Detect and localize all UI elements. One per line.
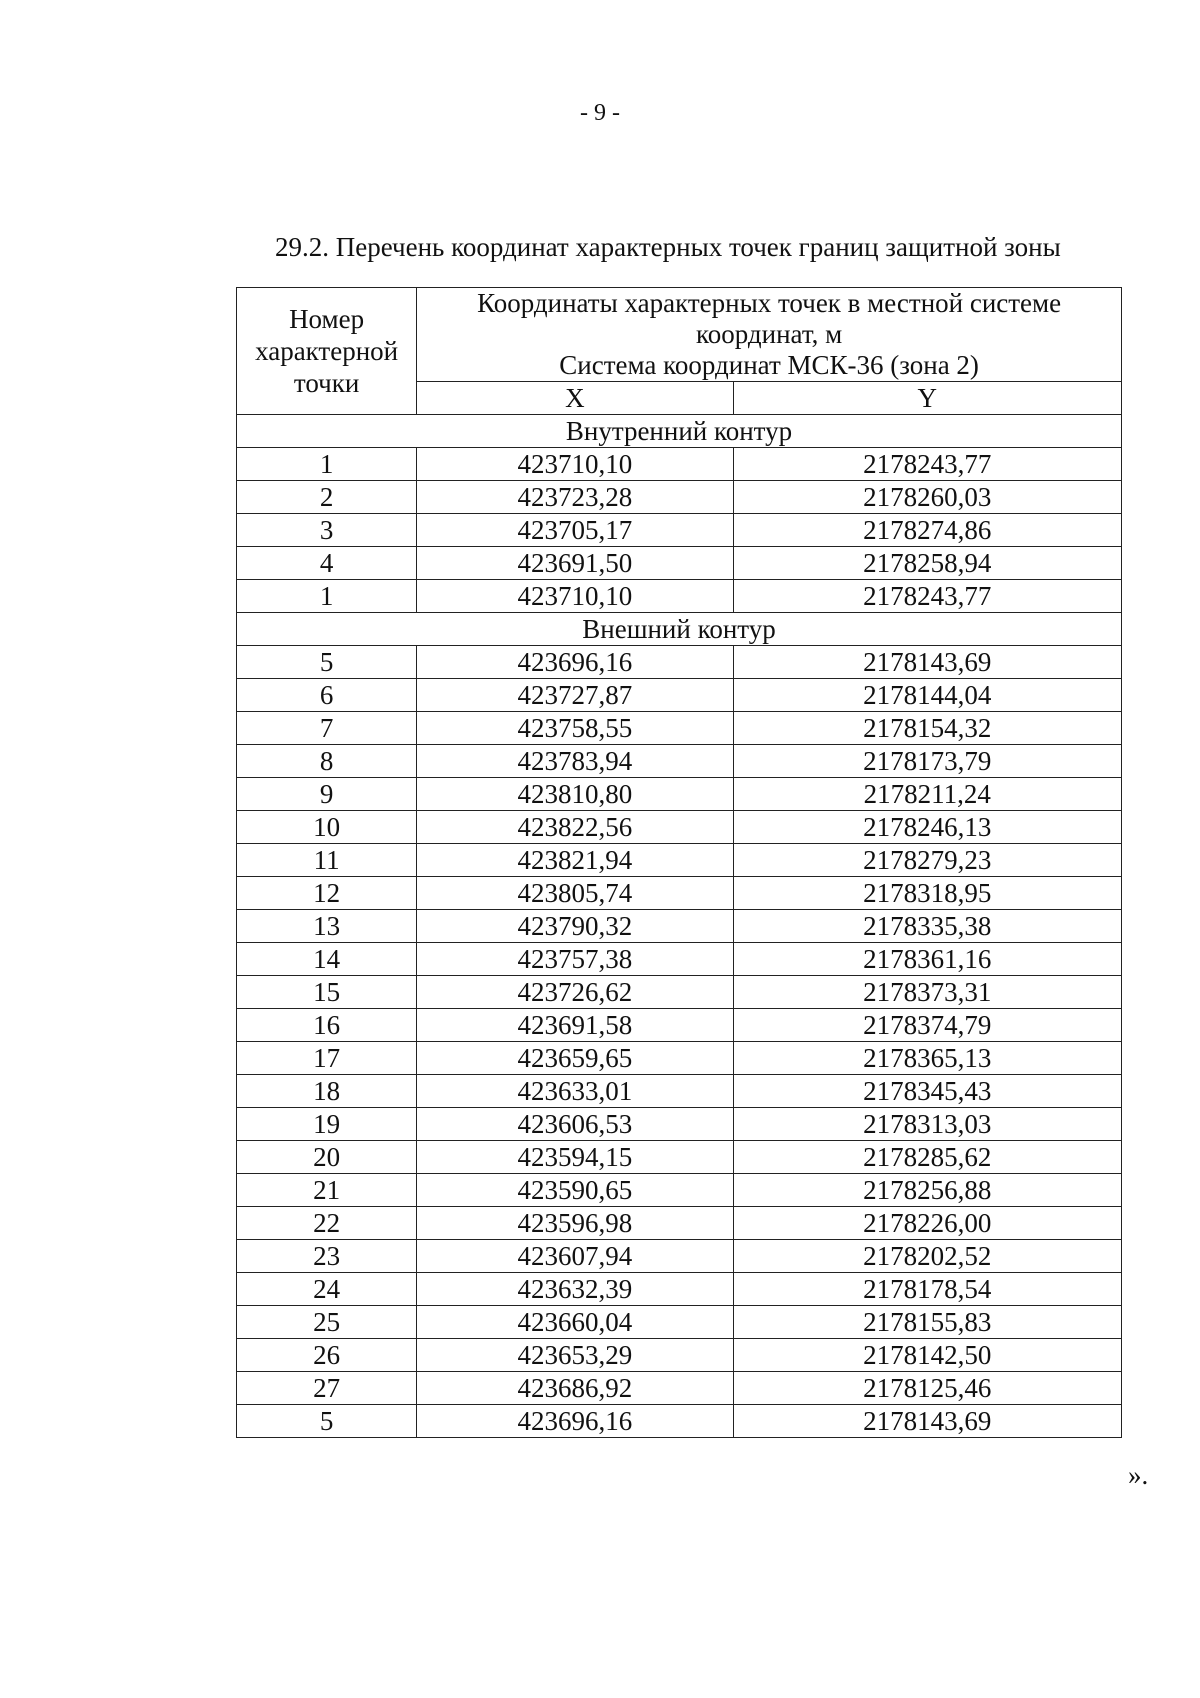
table-row [237, 712, 1122, 745]
point-number-cell: 4 [237, 547, 417, 580]
y-coordinate-cell: 2178285,62 [733, 1141, 1121, 1174]
y-coordinate-cell: 2178154,32 [733, 712, 1121, 745]
section-row [237, 613, 1122, 646]
point-number-header-line: характерной [255, 336, 399, 366]
x-coordinate-cell: 423723,28 [417, 481, 733, 514]
table-row [237, 877, 1122, 910]
point-number-cell: 14 [237, 943, 417, 976]
point-number-cell: 7 [237, 712, 417, 745]
x-coordinate-cell: 423810,80 [417, 778, 733, 811]
x-coordinate-cell: 423805,74 [417, 877, 733, 910]
table-row [237, 1240, 1122, 1273]
table-row [237, 1075, 1122, 1108]
x-coordinate-cell: 423633,01 [417, 1075, 733, 1108]
table-row [237, 1405, 1122, 1438]
y-coordinate-cell: 2178373,31 [733, 976, 1121, 1009]
table-row [237, 679, 1122, 712]
point-number-cell: 6 [237, 679, 417, 712]
table-row [237, 580, 1122, 613]
y-coordinate-cell: 2178313,03 [733, 1108, 1121, 1141]
x-coordinate-cell: 423691,58 [417, 1009, 733, 1042]
y-coordinate-cell: 2178345,43 [733, 1075, 1121, 1108]
y-coordinate-cell: 2178256,88 [733, 1174, 1121, 1207]
x-coordinate-cell: 423606,53 [417, 1108, 733, 1141]
y-coordinate-cell: 2178374,79 [733, 1009, 1121, 1042]
table-row [237, 1273, 1122, 1306]
coordinate-system-header [417, 288, 1122, 382]
x-coordinate-cell: 423821,94 [417, 844, 733, 877]
table-row [237, 1207, 1122, 1240]
point-number-cell: 25 [237, 1306, 417, 1339]
x-coordinate-cell: 423660,04 [417, 1306, 733, 1339]
y-coordinate-cell: 2178125,46 [733, 1372, 1121, 1405]
y-coordinate-cell: 2178143,69 [733, 646, 1121, 679]
y-coordinate-cell: 2178246,13 [733, 811, 1121, 844]
x-coordinate-cell: 423659,65 [417, 1042, 733, 1075]
table-row [237, 514, 1122, 547]
y-coordinate-cell: 2178211,24 [733, 778, 1121, 811]
point-number-cell: 20 [237, 1141, 417, 1174]
point-number-cell: 9 [237, 778, 417, 811]
table-row [237, 1306, 1122, 1339]
table-row [237, 1042, 1122, 1075]
y-coordinate-cell: 2178258,94 [733, 547, 1121, 580]
y-coordinate-cell: 2178173,79 [733, 745, 1121, 778]
table-row [237, 811, 1122, 844]
table-row [237, 1108, 1122, 1141]
point-number-cell: 16 [237, 1009, 417, 1042]
y-header: Y [733, 382, 1121, 415]
x-coordinate-cell: 423790,32 [417, 910, 733, 943]
point-number-cell: 5 [237, 646, 417, 679]
point-number-cell: 1 [237, 448, 417, 481]
point-number-cell: 26 [237, 1339, 417, 1372]
section-title: Внутренний контур [237, 415, 1122, 448]
point-number-cell: 27 [237, 1372, 417, 1405]
x-coordinate-cell: 423696,16 [417, 1405, 733, 1438]
x-coordinate-cell: 423710,10 [417, 448, 733, 481]
point-number-cell: 15 [237, 976, 417, 1009]
coordinate-system-header-line: Система координат МСК-36 (зона 2) [559, 350, 979, 380]
point-number-cell: 11 [237, 844, 417, 877]
y-coordinate-cell: 2178143,69 [733, 1405, 1121, 1438]
table-row [237, 1339, 1122, 1372]
point-number-cell: 19 [237, 1108, 417, 1141]
x-coordinate-cell: 423757,38 [417, 943, 733, 976]
table-row [237, 1009, 1122, 1042]
table-row [237, 910, 1122, 943]
y-coordinate-cell: 2178243,77 [733, 580, 1121, 613]
y-coordinate-cell: 2178335,38 [733, 910, 1121, 943]
point-number-cell: 21 [237, 1174, 417, 1207]
table-row [237, 844, 1122, 877]
section-heading: 29.2. Перечень координат характерных точек границ защитной зоны [275, 232, 1061, 262]
coordinate-system-header-line: Координаты характерных точек в местной системе [477, 288, 1062, 318]
point-number-cell: 5 [237, 1405, 417, 1438]
point-number-cell: 10 [237, 811, 417, 844]
x-coordinate-cell: 423710,10 [417, 580, 733, 613]
x-coordinate-cell: 423607,94 [417, 1240, 733, 1273]
y-coordinate-cell: 2178155,83 [733, 1306, 1121, 1339]
point-number-cell: 2 [237, 481, 417, 514]
x-coordinate-cell: 423783,94 [417, 745, 733, 778]
point-number-header-line: Номер [289, 304, 365, 334]
point-number-cell: 8 [237, 745, 417, 778]
point-number-header-line: точки [293, 368, 360, 398]
x-coordinate-cell: 423686,92 [417, 1372, 733, 1405]
table-row [237, 745, 1122, 778]
table-row [237, 481, 1122, 514]
x-coordinate-cell: 423705,17 [417, 514, 733, 547]
x-coordinate-cell: 423727,87 [417, 679, 733, 712]
x-coordinate-cell: 423653,29 [417, 1339, 733, 1372]
table-row [237, 646, 1122, 679]
point-number-cell: 24 [237, 1273, 417, 1306]
table-body [237, 415, 1122, 1438]
table-row [237, 448, 1122, 481]
x-coordinate-cell: 423596,98 [417, 1207, 733, 1240]
section-row [237, 415, 1122, 448]
table-row [237, 1372, 1122, 1405]
point-number-cell: 13 [237, 910, 417, 943]
table-row [237, 943, 1122, 976]
y-coordinate-cell: 2178243,77 [733, 448, 1121, 481]
point-number-cell: 18 [237, 1075, 417, 1108]
y-coordinate-cell: 2178144,04 [733, 679, 1121, 712]
y-coordinate-cell: 2178260,03 [733, 481, 1121, 514]
table-row [237, 1141, 1122, 1174]
y-coordinate-cell: 2178226,00 [733, 1207, 1121, 1240]
y-coordinate-cell: 2178142,50 [733, 1339, 1121, 1372]
y-coordinate-cell: 2178279,23 [733, 844, 1121, 877]
x-coordinate-cell: 423590,65 [417, 1174, 733, 1207]
y-coordinate-cell: 2178202,52 [733, 1240, 1121, 1273]
x-coordinate-cell: 423696,16 [417, 646, 733, 679]
point-number-cell: 17 [237, 1042, 417, 1075]
x-coordinate-cell: 423822,56 [417, 811, 733, 844]
point-number-cell: 23 [237, 1240, 417, 1273]
table-row [237, 778, 1122, 811]
coordinate-system-header-line: координат, м [696, 319, 843, 349]
point-number-header [237, 288, 417, 415]
page-number: - 9 - [580, 100, 620, 126]
x-header: X [417, 382, 733, 415]
point-number-cell: 1 [237, 580, 417, 613]
x-coordinate-cell: 423691,50 [417, 547, 733, 580]
section-title: Внешний контур [237, 613, 1122, 646]
table-row [237, 547, 1122, 580]
table-row [237, 976, 1122, 1009]
point-number-cell: 22 [237, 1207, 417, 1240]
point-number-cell: 3 [237, 514, 417, 547]
x-coordinate-cell: 423594,15 [417, 1141, 733, 1174]
table-row [237, 1174, 1122, 1207]
y-coordinate-cell: 2178274,86 [733, 514, 1121, 547]
closing-quote-mark: ». [1128, 1460, 1149, 1490]
point-number-cell: 12 [237, 877, 417, 910]
y-coordinate-cell: 2178318,95 [733, 877, 1121, 910]
y-coordinate-cell: 2178178,54 [733, 1273, 1121, 1306]
x-coordinate-cell: 423726,62 [417, 976, 733, 1009]
y-coordinate-cell: 2178361,16 [733, 943, 1121, 976]
coordinates-table [236, 287, 1122, 1438]
y-coordinate-cell: 2178365,13 [733, 1042, 1121, 1075]
x-coordinate-cell: 423758,55 [417, 712, 733, 745]
x-coordinate-cell: 423632,39 [417, 1273, 733, 1306]
